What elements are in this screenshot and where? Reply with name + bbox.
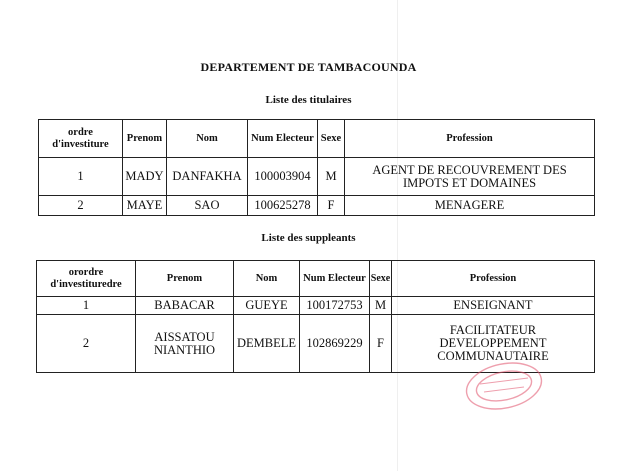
- suppleants-title: Liste des suppleants: [261, 232, 356, 244]
- cell-sexe: F: [318, 196, 345, 216]
- col-header-nom: Nom: [167, 120, 248, 158]
- col-header-prenom: Prenom: [123, 120, 167, 158]
- cell-num-electeur: 100003904: [248, 158, 318, 196]
- cell-num-electeur: 100625278: [248, 196, 318, 216]
- table-row: [37, 297, 595, 315]
- cell-nom: DANFAKHA: [167, 158, 248, 196]
- col-header-num-electeur: Num Electeur: [248, 120, 318, 158]
- cell-sexe: M: [318, 158, 345, 196]
- cell-prenom: BABACAR: [136, 297, 234, 315]
- table-header-row: [37, 261, 595, 297]
- table-row: [39, 158, 595, 196]
- cell-profession: MENAGERE: [345, 196, 595, 216]
- cell-prenom: AISSATOU NIANTHIO: [136, 315, 234, 373]
- cell-profession: AGENT DE RECOUVREMENT DES IMPOTS ET DOMAINES: [345, 158, 595, 196]
- cell-ordre: 2: [37, 315, 136, 373]
- table-header-row: [39, 120, 595, 158]
- titulaires-title: Liste des titulaires: [265, 94, 352, 106]
- cell-sexe: F: [370, 315, 392, 373]
- col-header-sexe: Sexe: [370, 261, 392, 297]
- col-header-num-electeur: Num Electeur: [300, 261, 370, 297]
- col-header-sexe: Sexe: [318, 120, 345, 158]
- department-title: DEPARTEMENT DE TAMBACOUNDA: [200, 60, 417, 74]
- col-header-ordre: ordre d'investiture: [39, 120, 123, 158]
- col-header-ordre: orordre d'investituredre: [37, 261, 136, 297]
- table-row: [39, 196, 595, 216]
- cell-sexe: M: [370, 297, 392, 315]
- col-header-profession: Profession: [345, 120, 595, 158]
- cell-prenom: MADY: [123, 158, 167, 196]
- col-header-profession: Profession: [392, 261, 595, 297]
- table-row: [37, 315, 595, 373]
- cell-profession: FACILITATEUR DEVELOPPEMENT COMMUNAUTAIRE: [392, 315, 595, 373]
- cell-ordre: 1: [37, 297, 136, 315]
- suppleants-table: [36, 260, 595, 373]
- cell-num-electeur: 102869229: [300, 315, 370, 373]
- col-header-prenom: Prenom: [136, 261, 234, 297]
- cell-nom: DEMBELE: [234, 315, 300, 373]
- cell-ordre: 2: [39, 196, 123, 216]
- cell-prenom: MAYE: [123, 196, 167, 216]
- cell-ordre: 1: [39, 158, 123, 196]
- cell-num-electeur: 100172753: [300, 297, 370, 315]
- cell-nom: SAO: [167, 196, 248, 216]
- cell-profession: ENSEIGNANT: [392, 297, 595, 315]
- titulaires-table: [38, 119, 595, 216]
- cell-nom: GUEYE: [234, 297, 300, 315]
- col-header-nom: Nom: [234, 261, 300, 297]
